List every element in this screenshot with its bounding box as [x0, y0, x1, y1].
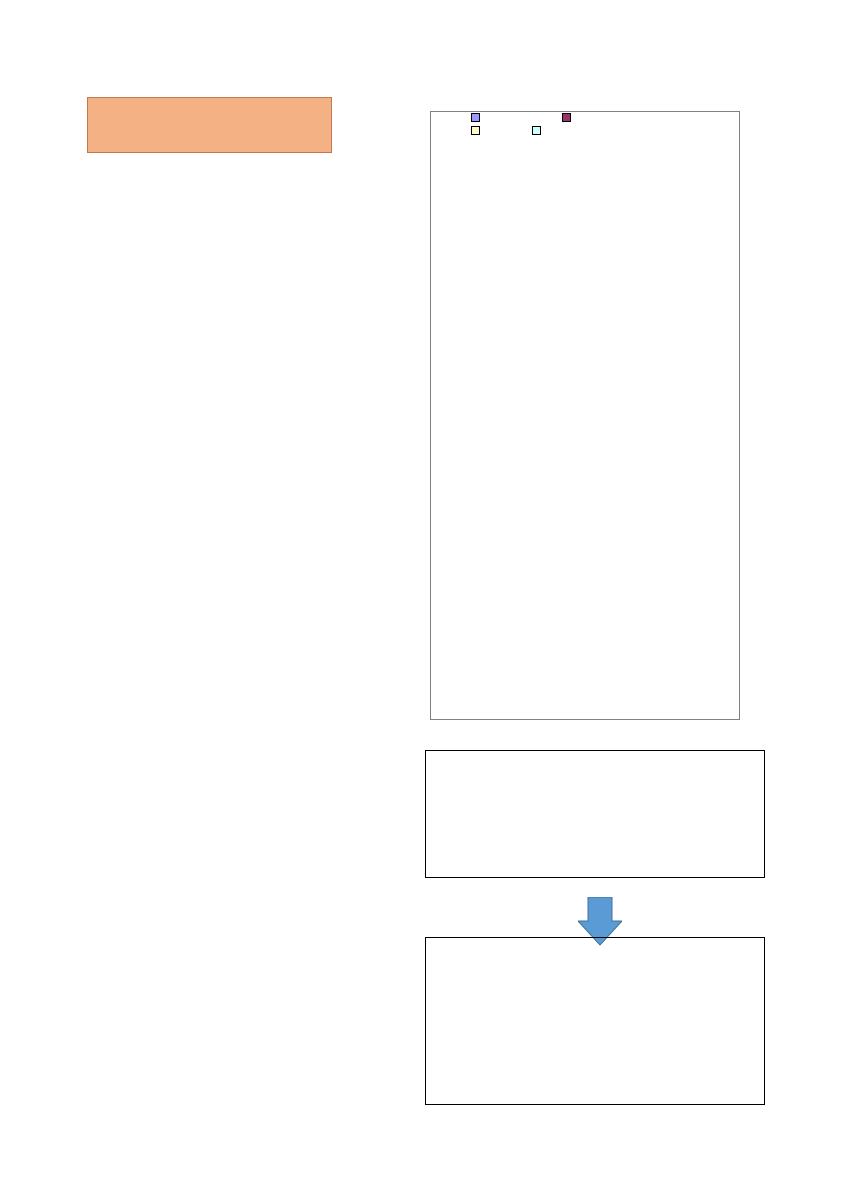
improvement-box: [425, 937, 765, 1105]
legend-swatch-2: [562, 113, 571, 122]
legend-swatch-1: [471, 113, 480, 122]
legend-swatch-3: [471, 126, 480, 135]
analysis-box: [425, 750, 765, 878]
chart-legend: [471, 113, 573, 139]
stacked-bar-chart: [430, 140, 750, 720]
report-title: [87, 97, 332, 153]
legend-swatch-4: [532, 126, 541, 135]
